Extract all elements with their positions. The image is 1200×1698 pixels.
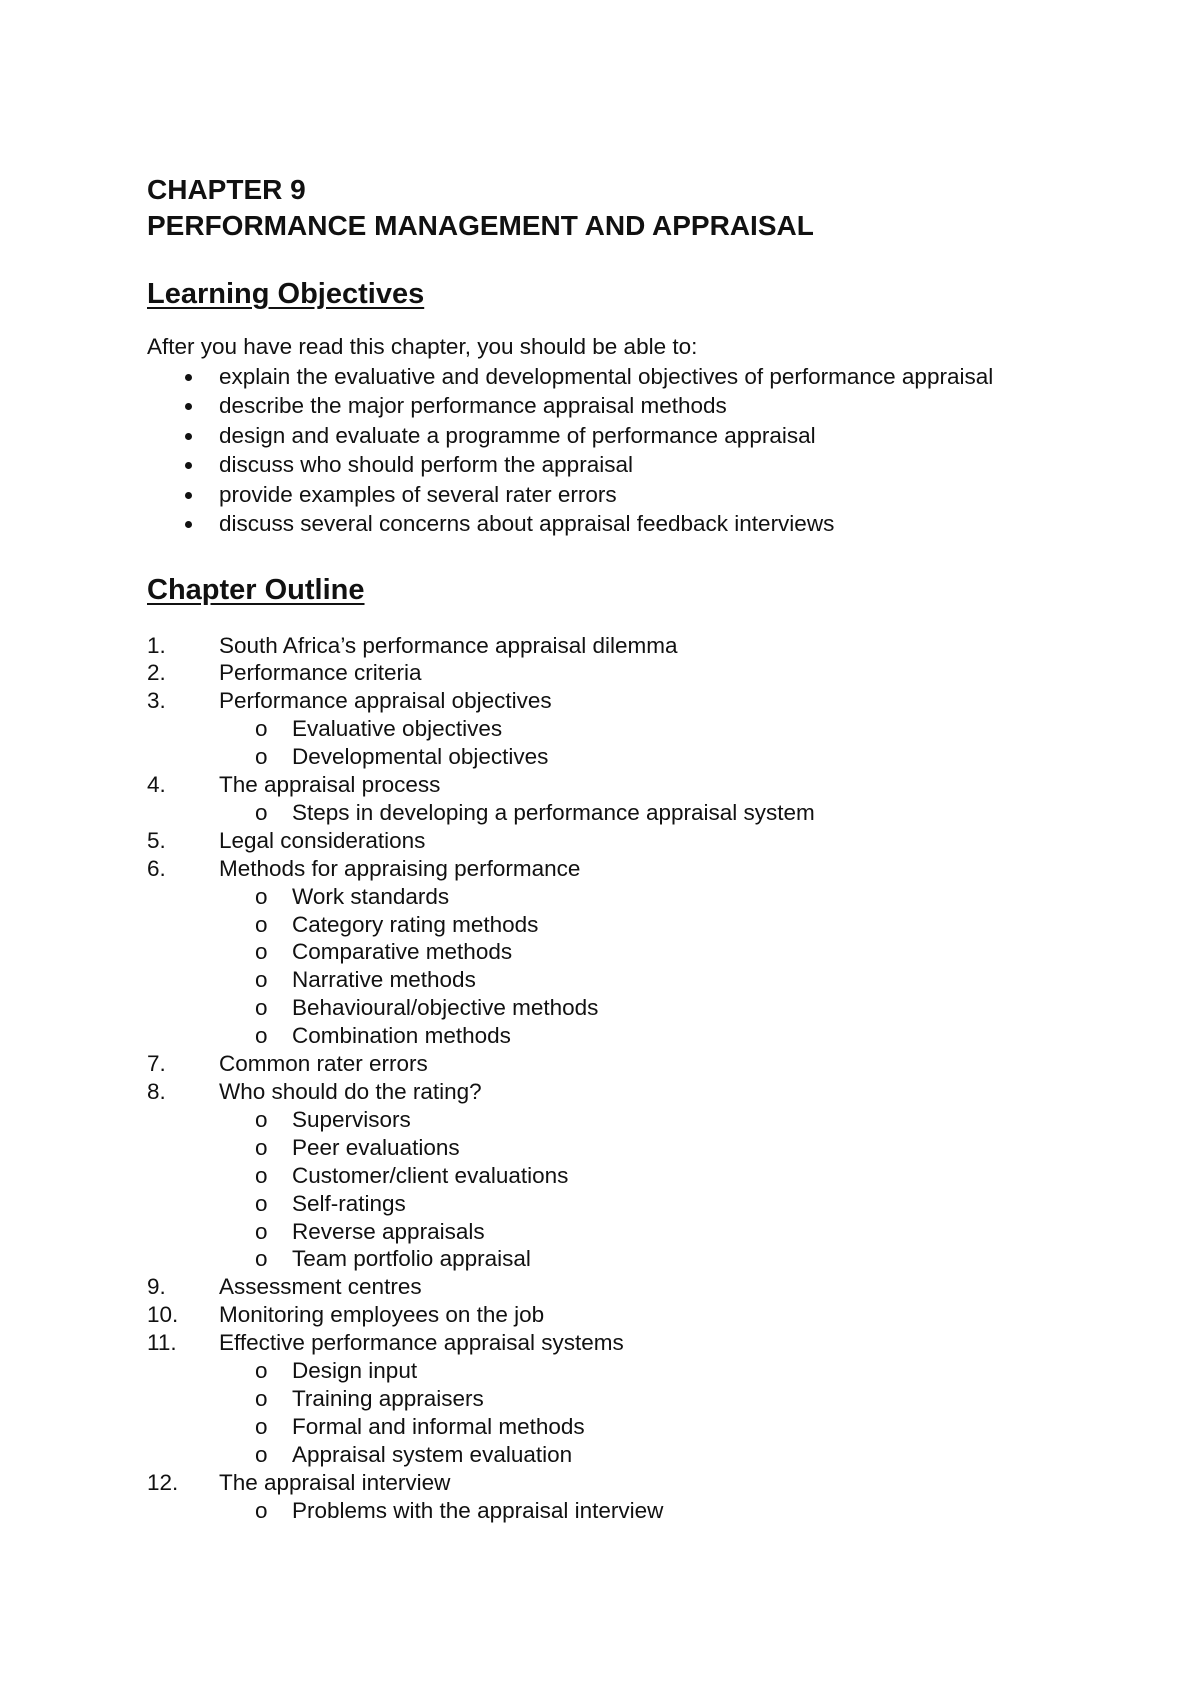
outline-sub-list: [147, 1497, 1107, 1525]
outline-item-text: Performance appraisal objectives: [219, 688, 552, 714]
bullet-icon: [185, 403, 192, 410]
outline-sub-item-text: Reverse appraisals: [292, 1218, 485, 1244]
outline-sub-item-text: Developmental objectives: [292, 744, 549, 770]
outline-item-text: The appraisal interview: [219, 1469, 451, 1495]
outline-sub-item-text: Steps in developing a performance appraisal system: [292, 799, 815, 825]
outline-item-text: Effective performance appraisal systems: [219, 1330, 624, 1356]
objective-item: [147, 450, 1107, 480]
circle-bullet-icon: o: [255, 1441, 268, 1467]
outline-item: [147, 687, 1107, 771]
outline-sub-item: [147, 911, 1107, 939]
circle-bullet-icon: o: [255, 1218, 268, 1244]
circle-bullet-icon: o: [255, 1162, 268, 1188]
objective-text: discuss several concerns about appraisal feedback interviews: [219, 511, 835, 536]
outline-item: [147, 771, 1107, 827]
outline-sub-item: [147, 1385, 1107, 1413]
outline-sub-item-text: Training appraisers: [292, 1385, 484, 1411]
outline-sub-item: [147, 1190, 1107, 1218]
outline-sub-item-text: Problems with the appraisal interview: [292, 1497, 664, 1523]
objective-item: [147, 391, 1107, 421]
outline-sub-item: [147, 1022, 1107, 1050]
outline-item-number: 10.: [147, 1302, 179, 1328]
objective-item: [147, 509, 1107, 539]
outline-item-text: Assessment centres: [219, 1274, 422, 1300]
outline-item: [147, 1273, 1107, 1301]
circle-bullet-icon: o: [255, 1106, 268, 1132]
learning-objectives-heading: Learning Objectives: [147, 278, 425, 310]
outline-item: [147, 1301, 1107, 1329]
outline-item-number: 8.: [147, 1079, 166, 1104]
bullet-icon: [185, 521, 192, 528]
outline-sub-item-text: Self-ratings: [292, 1190, 406, 1216]
chapter-outline-heading: Chapter Outline: [147, 573, 365, 606]
outline-sub-item: [147, 743, 1107, 771]
outline-sub-item: [147, 1497, 1107, 1525]
outline-item-number: 11.: [147, 1330, 177, 1356]
circle-bullet-icon: o: [255, 1413, 268, 1439]
outline-item-text: South Africa’s performance appraisal dilemma: [219, 632, 678, 658]
outline-sub-item-text: Appraisal system evaluation: [292, 1441, 573, 1467]
circle-bullet-icon: o: [255, 1385, 268, 1411]
outline-sub-item: [147, 715, 1107, 743]
outline-item-text: Monitoring employees on the job: [219, 1302, 545, 1328]
circle-bullet-icon: o: [255, 1023, 268, 1049]
outline-sub-item: [147, 1106, 1107, 1134]
outline-sub-item: [147, 799, 1107, 827]
chapter-number: CHAPTER 9: [147, 174, 306, 205]
bullet-icon: [185, 374, 192, 381]
outline-item-text: Who should do the rating?: [219, 1079, 482, 1104]
objective-item: [147, 421, 1107, 451]
circle-bullet-icon: o: [255, 744, 268, 770]
outline-item: [147, 1329, 1107, 1469]
outline-sub-item-text: Evaluative objectives: [292, 716, 503, 742]
outline-item-text: Common rater errors: [219, 1051, 428, 1077]
outline-item-text: Performance criteria: [219, 660, 422, 686]
outline-item-text: Methods for appraising performance: [219, 855, 581, 881]
outline-item: [147, 1469, 1107, 1525]
outline-item-number: 4.: [147, 772, 166, 798]
outline-sub-item: [147, 1441, 1107, 1469]
bullet-icon: [185, 433, 192, 440]
outline-item: [147, 632, 1107, 660]
circle-bullet-icon: o: [255, 967, 268, 993]
outline-sub-list: [147, 799, 1107, 827]
circle-bullet-icon: o: [255, 1246, 268, 1272]
outline-sub-item-text: Combination methods: [292, 1023, 511, 1049]
outline-sub-item-text: Behavioural/objective methods: [292, 995, 599, 1021]
outline-item-text: The appraisal process: [219, 772, 441, 798]
outline-sub-list: [147, 883, 1107, 1050]
outline-sub-item-text: Supervisors: [292, 1106, 411, 1132]
outline-sub-item: [147, 1134, 1107, 1162]
circle-bullet-icon: o: [255, 1134, 268, 1160]
outline-item: [147, 1078, 1107, 1273]
objective-item: [147, 480, 1107, 510]
objective-text: explain the evaluative and developmental objectives of performance appraisal: [219, 363, 994, 389]
outline-sub-item-text: Work standards: [292, 883, 450, 909]
outline-sub-item-text: Team portfolio appraisal: [292, 1246, 531, 1272]
outline-item: [147, 1050, 1107, 1078]
outline-sub-item: [147, 1413, 1107, 1441]
circle-bullet-icon: o: [255, 716, 268, 742]
outline-item-number: 7.: [147, 1051, 166, 1077]
outline-item: [147, 827, 1107, 855]
outline-sub-item-text: Design input: [292, 1358, 418, 1384]
circle-bullet-icon: o: [255, 911, 268, 937]
circle-bullet-icon: o: [255, 799, 268, 825]
outline-sub-item: [147, 966, 1107, 994]
chapter-title: PERFORMANCE MANAGEMENT AND APPRAISAL: [147, 210, 814, 241]
outline-sub-item: [147, 938, 1107, 966]
circle-bullet-icon: o: [255, 939, 268, 965]
outline-list: [147, 632, 1107, 1525]
circle-bullet-icon: o: [255, 883, 268, 909]
objectives-list: [147, 362, 1107, 539]
circle-bullet-icon: o: [255, 1497, 268, 1523]
outline-item-number: 6.: [147, 855, 166, 881]
page-content: [147, 172, 1107, 1525]
circle-bullet-icon: o: [255, 1190, 268, 1216]
outline-item: [147, 659, 1107, 687]
outline-sub-list: [147, 715, 1107, 771]
outline-sub-item-text: Formal and informal methods: [292, 1413, 585, 1439]
objective-text: discuss who should perform the appraisal: [219, 452, 633, 477]
circle-bullet-icon: o: [255, 1358, 268, 1384]
outline-sub-list: [147, 1106, 1107, 1273]
objective-text: describe the major performance appraisal methods: [219, 393, 727, 418]
outline-item-number: 9.: [147, 1274, 166, 1300]
outline-sub-item: [147, 1162, 1107, 1190]
outline-item-text: Legal considerations: [219, 827, 426, 853]
outline-item-number: 3.: [147, 688, 166, 714]
bullet-icon: [185, 462, 192, 469]
bullet-icon: [185, 492, 192, 499]
outline-sub-item: [147, 883, 1107, 911]
outline-sub-item-text: Peer evaluations: [292, 1134, 460, 1160]
outline-sub-item-text: Narrative methods: [292, 967, 476, 993]
objective-text: design and evaluate a programme of performance appraisal: [219, 422, 816, 448]
outline-sub-item-text: Category rating methods: [292, 911, 539, 937]
outline-sub-item: [147, 1218, 1107, 1246]
outline-sub-item: [147, 994, 1107, 1022]
outline-sub-item: [147, 1357, 1107, 1385]
outline-item-number: 12.: [147, 1469, 179, 1495]
objectives-intro: After you have read this chapter, you should be able to:: [147, 334, 698, 359]
outline-sub-item-text: Comparative methods: [292, 939, 513, 965]
circle-bullet-icon: o: [255, 995, 268, 1021]
objective-text: provide examples of several rater errors: [219, 481, 617, 507]
outline-item-number: 1.: [147, 632, 166, 658]
outline-sub-item: [147, 1245, 1107, 1273]
outline-sub-list: [147, 1357, 1107, 1469]
outline-item-number: 2.: [147, 660, 166, 686]
outline-sub-item-text: Customer/client evaluations: [292, 1162, 569, 1188]
objective-item: [147, 362, 1107, 392]
outline-item-number: 5.: [147, 827, 166, 853]
outline-item: [147, 855, 1107, 1050]
